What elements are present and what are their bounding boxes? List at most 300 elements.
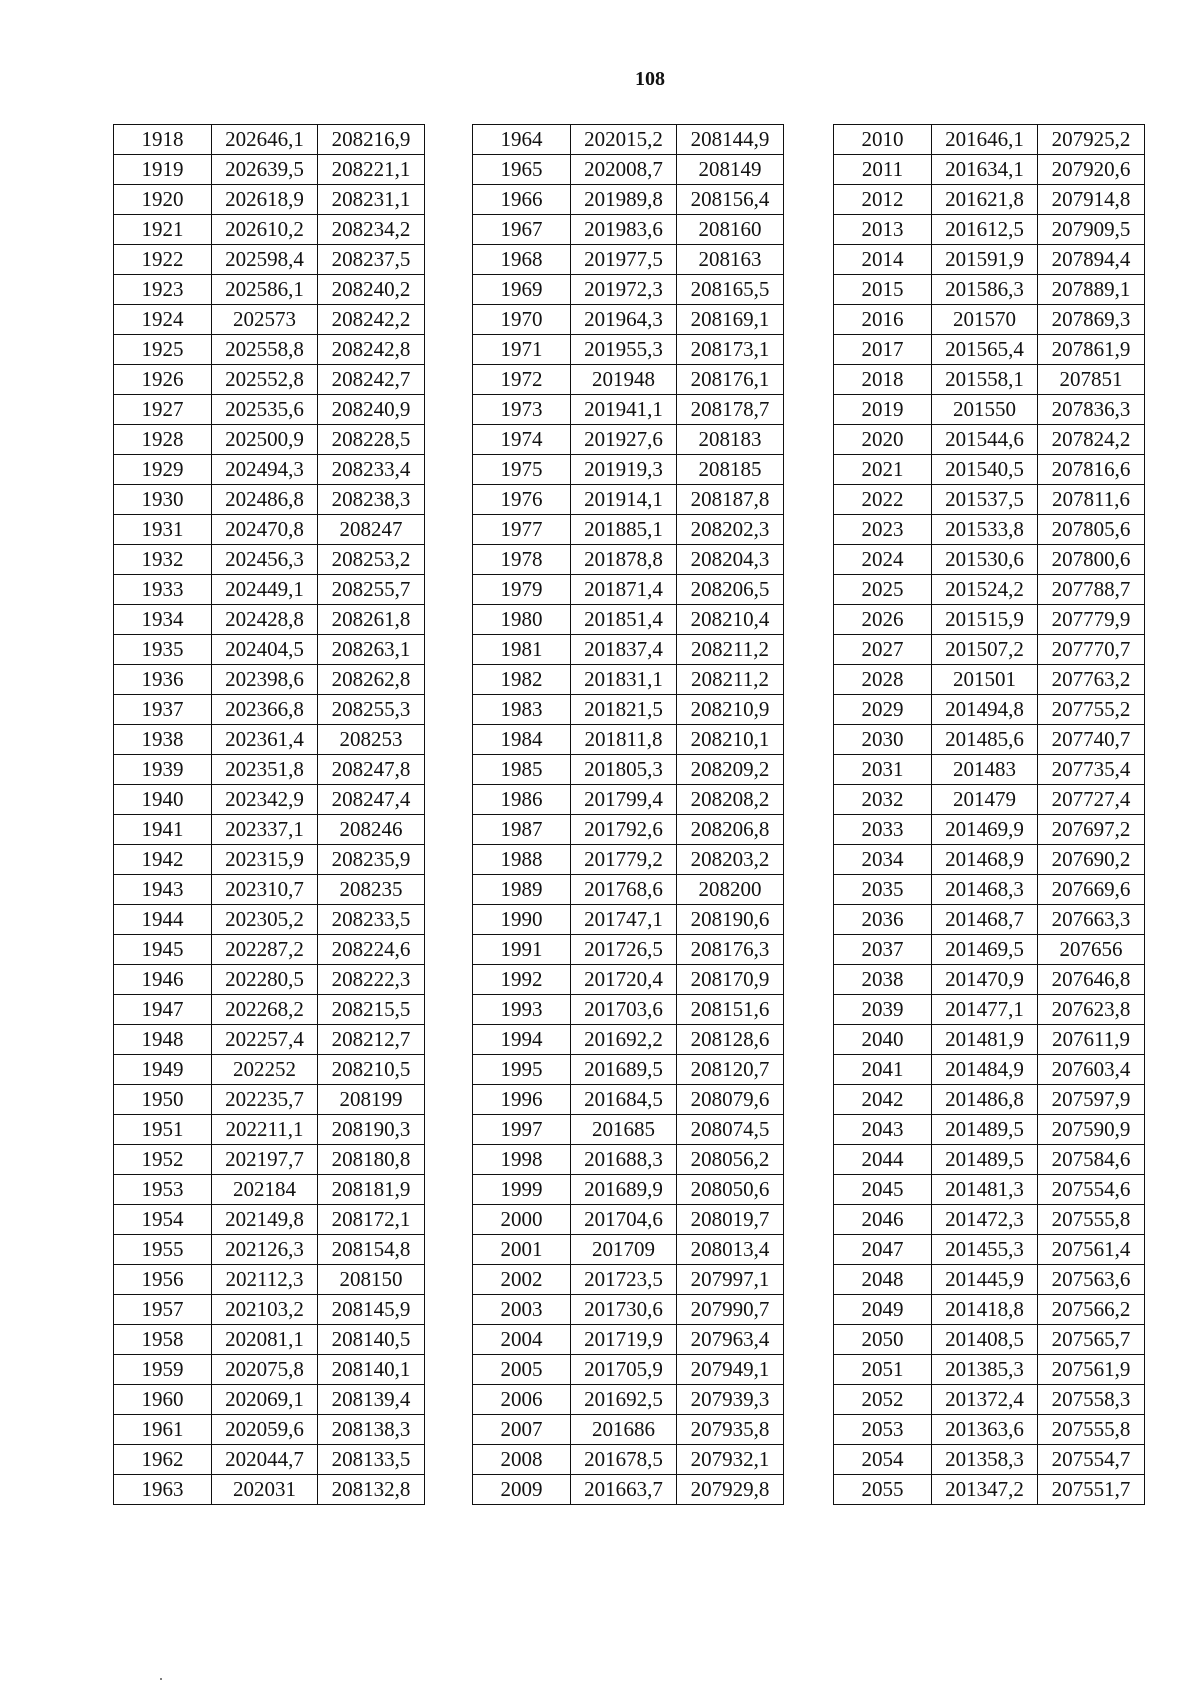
value-b-cell: 207566,2	[1038, 1295, 1145, 1325]
year-cell: 1977	[473, 515, 571, 545]
value-b-cell: 207861,9	[1038, 335, 1145, 365]
value-b-cell: 208247	[318, 515, 425, 545]
year-cell: 1945	[114, 935, 212, 965]
table-row	[834, 935, 1145, 965]
value-b-cell: 208224,6	[318, 935, 425, 965]
table-row	[473, 1145, 784, 1175]
year-cell: 2018	[834, 365, 932, 395]
table-row	[834, 1445, 1145, 1475]
year-cell: 2008	[473, 1445, 571, 1475]
value-a-cell: 201684,5	[571, 1085, 677, 1115]
value-a-cell: 201408,5	[932, 1325, 1038, 1355]
year-cell: 1957	[114, 1295, 212, 1325]
value-a-cell: 201799,4	[571, 785, 677, 815]
value-b-cell: 208140,5	[318, 1325, 425, 1355]
year-cell: 1929	[114, 455, 212, 485]
value-b-cell: 207990,7	[677, 1295, 784, 1325]
value-a-cell: 201483	[932, 755, 1038, 785]
value-b-cell: 208144,9	[677, 125, 784, 155]
value-a-cell: 201385,3	[932, 1355, 1038, 1385]
value-a-cell: 201501	[932, 665, 1038, 695]
table-row	[834, 155, 1145, 185]
value-b-cell: 207697,2	[1038, 815, 1145, 845]
year-cell: 1930	[114, 485, 212, 515]
table-row	[114, 665, 425, 695]
value-b-cell: 208183	[677, 425, 784, 455]
year-cell: 1951	[114, 1115, 212, 1145]
table-row	[114, 995, 425, 1025]
year-cell: 1925	[114, 335, 212, 365]
value-b-cell: 207551,7	[1038, 1475, 1145, 1505]
year-cell: 1952	[114, 1145, 212, 1175]
value-b-cell: 208242,2	[318, 305, 425, 335]
value-a-cell: 202428,8	[212, 605, 318, 635]
value-a-cell: 201919,3	[571, 455, 677, 485]
value-b-cell: 208013,4	[677, 1235, 784, 1265]
value-b-cell: 207869,3	[1038, 305, 1145, 335]
table-row	[114, 635, 425, 665]
value-b-cell: 208050,6	[677, 1175, 784, 1205]
value-b-cell: 208156,4	[677, 185, 784, 215]
table-row	[473, 1265, 784, 1295]
table-row	[114, 935, 425, 965]
value-b-cell: 208132,8	[318, 1475, 425, 1505]
table-row	[834, 965, 1145, 995]
value-a-cell: 201469,9	[932, 815, 1038, 845]
year-cell: 1993	[473, 995, 571, 1025]
value-a-cell: 201972,3	[571, 275, 677, 305]
year-cell: 1927	[114, 395, 212, 425]
value-b-cell: 207735,4	[1038, 755, 1145, 785]
year-cell: 2005	[473, 1355, 571, 1385]
year-cell: 1961	[114, 1415, 212, 1445]
year-cell: 1941	[114, 815, 212, 845]
value-b-cell: 207811,6	[1038, 485, 1145, 515]
table-row	[834, 605, 1145, 635]
value-a-cell: 202552,8	[212, 365, 318, 395]
value-b-cell: 207669,6	[1038, 875, 1145, 905]
value-a-cell: 201486,8	[932, 1085, 1038, 1115]
value-a-cell: 201612,5	[932, 215, 1038, 245]
table-row	[114, 215, 425, 245]
value-a-cell: 201621,8	[932, 185, 1038, 215]
year-cell: 1972	[473, 365, 571, 395]
year-cell: 1964	[473, 125, 571, 155]
year-cell: 1967	[473, 215, 571, 245]
value-b-cell: 207763,2	[1038, 665, 1145, 695]
table-row	[834, 365, 1145, 395]
table-row	[114, 545, 425, 575]
value-a-cell: 201885,1	[571, 515, 677, 545]
table-row	[473, 635, 784, 665]
year-cell: 1994	[473, 1025, 571, 1055]
value-a-cell: 202069,1	[212, 1385, 318, 1415]
value-b-cell: 208237,5	[318, 245, 425, 275]
value-a-cell: 202197,7	[212, 1145, 318, 1175]
year-cell: 1931	[114, 515, 212, 545]
value-a-cell: 201479	[932, 785, 1038, 815]
value-b-cell: 208163	[677, 245, 784, 275]
value-b-cell: 208199	[318, 1085, 425, 1115]
table-row	[473, 275, 784, 305]
table-row	[473, 425, 784, 455]
value-a-cell: 202486,8	[212, 485, 318, 515]
year-cell: 1974	[473, 425, 571, 455]
table-row	[473, 935, 784, 965]
value-a-cell: 201941,1	[571, 395, 677, 425]
value-b-cell: 207563,6	[1038, 1265, 1145, 1295]
value-a-cell: 202337,1	[212, 815, 318, 845]
value-b-cell: 208206,8	[677, 815, 784, 845]
year-cell: 2031	[834, 755, 932, 785]
value-b-cell: 207590,9	[1038, 1115, 1145, 1145]
table-row	[834, 1385, 1145, 1415]
value-b-cell: 207554,6	[1038, 1175, 1145, 1205]
table-row	[834, 1085, 1145, 1115]
table-row	[114, 725, 425, 755]
table-row	[834, 1235, 1145, 1265]
table-row	[473, 545, 784, 575]
value-a-cell: 202211,1	[212, 1115, 318, 1145]
value-a-cell: 202404,5	[212, 635, 318, 665]
value-a-cell: 202646,1	[212, 125, 318, 155]
table-row	[834, 185, 1145, 215]
table-row	[473, 1415, 784, 1445]
table-row	[114, 395, 425, 425]
value-b-cell: 208190,3	[318, 1115, 425, 1145]
value-a-cell: 201779,2	[571, 845, 677, 875]
value-b-cell: 207656	[1038, 935, 1145, 965]
year-cell: 1938	[114, 725, 212, 755]
value-b-cell: 208056,2	[677, 1145, 784, 1175]
table-row	[834, 845, 1145, 875]
value-b-cell: 208170,9	[677, 965, 784, 995]
value-b-cell: 207929,8	[677, 1475, 784, 1505]
value-a-cell: 202500,9	[212, 425, 318, 455]
value-a-cell: 201472,3	[932, 1205, 1038, 1235]
value-b-cell: 208176,1	[677, 365, 784, 395]
value-b-cell: 208255,3	[318, 695, 425, 725]
table-row	[834, 305, 1145, 335]
value-a-cell: 202059,6	[212, 1415, 318, 1445]
value-b-cell: 208160	[677, 215, 784, 245]
value-b-cell: 207727,4	[1038, 785, 1145, 815]
value-a-cell: 202081,1	[212, 1325, 318, 1355]
value-a-cell: 201821,5	[571, 695, 677, 725]
year-cell: 1985	[473, 755, 571, 785]
value-b-cell: 208149	[677, 155, 784, 185]
year-cell: 2040	[834, 1025, 932, 1055]
value-b-cell: 208210,9	[677, 695, 784, 725]
year-cell: 1946	[114, 965, 212, 995]
table-row	[473, 815, 784, 845]
table-row	[114, 155, 425, 185]
value-a-cell: 202015,2	[571, 125, 677, 155]
table-row	[114, 605, 425, 635]
year-cell: 1924	[114, 305, 212, 335]
year-cell: 1932	[114, 545, 212, 575]
value-b-cell: 207597,9	[1038, 1085, 1145, 1115]
value-a-cell: 202257,4	[212, 1025, 318, 1055]
value-b-cell: 207963,4	[677, 1325, 784, 1355]
value-a-cell: 202184	[212, 1175, 318, 1205]
table-row	[114, 125, 425, 155]
table-row	[114, 1445, 425, 1475]
table-row	[834, 815, 1145, 845]
year-cell: 1935	[114, 635, 212, 665]
year-cell: 2054	[834, 1445, 932, 1475]
value-a-cell: 201689,9	[571, 1175, 677, 1205]
value-b-cell: 208246	[318, 815, 425, 845]
value-b-cell: 208222,3	[318, 965, 425, 995]
value-a-cell: 201537,5	[932, 485, 1038, 515]
value-b-cell: 208211,2	[677, 665, 784, 695]
year-cell: 1962	[114, 1445, 212, 1475]
value-a-cell: 202398,6	[212, 665, 318, 695]
table-row	[114, 755, 425, 785]
year-cell: 2048	[834, 1265, 932, 1295]
table-row	[114, 815, 425, 845]
table-row	[473, 515, 784, 545]
table-row	[834, 665, 1145, 695]
value-a-cell: 202126,3	[212, 1235, 318, 1265]
table-row	[834, 335, 1145, 365]
table-row	[473, 455, 784, 485]
table-row	[834, 1205, 1145, 1235]
year-cell: 1970	[473, 305, 571, 335]
year-cell: 2051	[834, 1355, 932, 1385]
year-cell: 2016	[834, 305, 932, 335]
value-a-cell: 201494,8	[932, 695, 1038, 725]
value-b-cell: 208215,5	[318, 995, 425, 1025]
value-b-cell: 207611,9	[1038, 1025, 1145, 1055]
value-a-cell: 201524,2	[932, 575, 1038, 605]
value-a-cell: 201470,9	[932, 965, 1038, 995]
year-cell: 1919	[114, 155, 212, 185]
year-cell: 1982	[473, 665, 571, 695]
value-b-cell: 207920,6	[1038, 155, 1145, 185]
value-a-cell: 202639,5	[212, 155, 318, 185]
table-row	[473, 1055, 784, 1085]
year-cell: 2032	[834, 785, 932, 815]
value-a-cell: 201692,2	[571, 1025, 677, 1055]
table-row	[834, 1415, 1145, 1445]
year-cell: 1979	[473, 575, 571, 605]
value-b-cell: 208019,7	[677, 1205, 784, 1235]
table-row	[834, 725, 1145, 755]
table-row	[473, 305, 784, 335]
value-a-cell: 201515,9	[932, 605, 1038, 635]
value-b-cell: 208181,9	[318, 1175, 425, 1205]
value-a-cell: 201634,1	[932, 155, 1038, 185]
table-row	[473, 1445, 784, 1475]
table-row	[834, 575, 1145, 605]
value-b-cell: 208216,9	[318, 125, 425, 155]
value-a-cell: 201705,9	[571, 1355, 677, 1385]
table-row	[834, 1055, 1145, 1085]
year-cell: 2023	[834, 515, 932, 545]
value-b-cell: 207561,4	[1038, 1235, 1145, 1265]
year-cell: 1988	[473, 845, 571, 875]
value-b-cell: 207663,3	[1038, 905, 1145, 935]
year-cell: 2024	[834, 545, 932, 575]
value-a-cell: 201558,1	[932, 365, 1038, 395]
value-a-cell: 202351,8	[212, 755, 318, 785]
table-row	[473, 1235, 784, 1265]
value-b-cell: 207935,8	[677, 1415, 784, 1445]
year-cell: 2043	[834, 1115, 932, 1145]
value-b-cell: 207805,6	[1038, 515, 1145, 545]
year-cell: 1978	[473, 545, 571, 575]
value-b-cell: 208221,1	[318, 155, 425, 185]
table-row	[114, 1475, 425, 1505]
year-cell: 1996	[473, 1085, 571, 1115]
year-cell: 2037	[834, 935, 932, 965]
table-row	[114, 275, 425, 305]
table-row	[114, 485, 425, 515]
table-row	[473, 395, 784, 425]
value-a-cell: 201689,5	[571, 1055, 677, 1085]
value-b-cell: 207894,4	[1038, 245, 1145, 275]
value-a-cell: 201485,6	[932, 725, 1038, 755]
year-cell: 2014	[834, 245, 932, 275]
year-cell: 1939	[114, 755, 212, 785]
scan-speck	[160, 1678, 162, 1680]
value-a-cell: 201768,6	[571, 875, 677, 905]
year-cell: 2009	[473, 1475, 571, 1505]
value-a-cell: 201481,9	[932, 1025, 1038, 1055]
value-a-cell: 202235,7	[212, 1085, 318, 1115]
value-b-cell: 207555,8	[1038, 1205, 1145, 1235]
table-row	[473, 845, 784, 875]
value-b-cell: 208178,7	[677, 395, 784, 425]
table-row	[834, 905, 1145, 935]
table-row	[473, 335, 784, 365]
table-row	[114, 905, 425, 935]
year-cell: 2021	[834, 455, 932, 485]
value-b-cell: 207770,7	[1038, 635, 1145, 665]
year-cell: 1928	[114, 425, 212, 455]
year-cell: 2027	[834, 635, 932, 665]
value-b-cell: 208210,4	[677, 605, 784, 635]
value-b-cell: 208263,1	[318, 635, 425, 665]
year-cell: 2039	[834, 995, 932, 1025]
table-row	[473, 725, 784, 755]
value-b-cell: 207816,6	[1038, 455, 1145, 485]
value-a-cell: 202456,3	[212, 545, 318, 575]
table-row	[473, 605, 784, 635]
value-a-cell: 201468,7	[932, 905, 1038, 935]
value-b-cell: 207558,3	[1038, 1385, 1145, 1415]
table-row	[834, 1175, 1145, 1205]
year-cell: 2015	[834, 275, 932, 305]
table-row	[114, 1265, 425, 1295]
value-a-cell: 201468,9	[932, 845, 1038, 875]
value-a-cell: 201481,3	[932, 1175, 1038, 1205]
table-row	[834, 1265, 1145, 1295]
year-cell: 2002	[473, 1265, 571, 1295]
value-b-cell: 207788,7	[1038, 575, 1145, 605]
value-a-cell: 202610,2	[212, 215, 318, 245]
value-b-cell: 207554,7	[1038, 1445, 1145, 1475]
value-b-cell: 207779,9	[1038, 605, 1145, 635]
year-cell: 1948	[114, 1025, 212, 1055]
value-a-cell: 202494,3	[212, 455, 318, 485]
data-table-1	[113, 124, 425, 1505]
year-cell: 2052	[834, 1385, 932, 1415]
year-cell: 2045	[834, 1175, 932, 1205]
year-cell: 1981	[473, 635, 571, 665]
value-a-cell: 201591,9	[932, 245, 1038, 275]
value-b-cell: 208120,7	[677, 1055, 784, 1085]
table-row	[473, 1175, 784, 1205]
value-a-cell: 202342,9	[212, 785, 318, 815]
table-row	[114, 1325, 425, 1355]
value-b-cell: 208185	[677, 455, 784, 485]
value-b-cell: 208151,6	[677, 995, 784, 1025]
year-cell: 1953	[114, 1175, 212, 1205]
value-a-cell: 201565,4	[932, 335, 1038, 365]
table-row	[114, 695, 425, 725]
year-cell: 1999	[473, 1175, 571, 1205]
year-cell: 2022	[834, 485, 932, 515]
value-a-cell: 201663,7	[571, 1475, 677, 1505]
year-cell: 1980	[473, 605, 571, 635]
value-b-cell: 207824,2	[1038, 425, 1145, 455]
value-b-cell: 207889,1	[1038, 275, 1145, 305]
table-row	[834, 125, 1145, 155]
table-row	[114, 845, 425, 875]
value-a-cell: 201709	[571, 1235, 677, 1265]
table-row	[114, 425, 425, 455]
year-cell: 1936	[114, 665, 212, 695]
table-row	[114, 785, 425, 815]
value-a-cell: 202618,9	[212, 185, 318, 215]
value-b-cell: 208176,3	[677, 935, 784, 965]
year-cell: 1934	[114, 605, 212, 635]
table-row	[114, 1175, 425, 1205]
value-b-cell: 208202,3	[677, 515, 784, 545]
year-cell: 1968	[473, 245, 571, 275]
value-a-cell: 202008,7	[571, 155, 677, 185]
value-b-cell: 208255,7	[318, 575, 425, 605]
value-a-cell: 201688,3	[571, 1145, 677, 1175]
table-row	[473, 245, 784, 275]
value-a-cell: 201730,6	[571, 1295, 677, 1325]
data-table-3	[833, 124, 1145, 1505]
year-cell: 1943	[114, 875, 212, 905]
year-cell: 1920	[114, 185, 212, 215]
year-cell: 2000	[473, 1205, 571, 1235]
value-b-cell: 208209,2	[677, 755, 784, 785]
value-a-cell: 202315,9	[212, 845, 318, 875]
value-a-cell: 201914,1	[571, 485, 677, 515]
year-cell: 1940	[114, 785, 212, 815]
value-b-cell: 208074,5	[677, 1115, 784, 1145]
table-row	[834, 1475, 1145, 1505]
value-b-cell: 207555,8	[1038, 1415, 1145, 1445]
value-a-cell: 201704,6	[571, 1205, 677, 1235]
value-b-cell: 207949,1	[677, 1355, 784, 1385]
value-a-cell: 202044,7	[212, 1445, 318, 1475]
value-b-cell: 208172,1	[318, 1205, 425, 1235]
year-cell: 1933	[114, 575, 212, 605]
year-cell: 1983	[473, 695, 571, 725]
table-row	[834, 1025, 1145, 1055]
table-row	[473, 575, 784, 605]
table-row	[834, 275, 1145, 305]
value-a-cell: 201811,8	[571, 725, 677, 755]
